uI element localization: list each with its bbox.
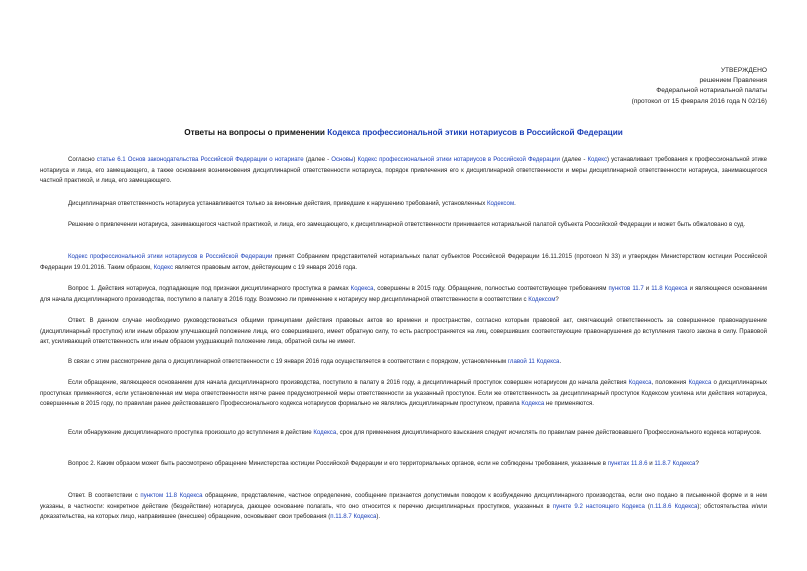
- approval-line-approved: УТВЕРЖДЕНО: [720, 67, 767, 74]
- text: является правовым актом, действующим с 19 января 2016 года.: [173, 263, 358, 271]
- text: Решение о привлечении нотариуса, занимающегося частной практикой, и лица, его замещающего, к дисциплинарной ответственности принимается нотариальной палатой субъекта Российской Федерации и может быть обжаловано в суд.: [68, 221, 746, 228]
- text: и: [647, 460, 655, 467]
- text: обращение, представление, частное определение, сообщение признается допустимым поводом к возбуждению дисциплинарного производства, если оно подано в письменной форме и в нем указаны, в частности: конкретное действие (бездействие) нотариуса, дающее основание полагать, что оно относится к перечню дисциплинарных проступков, указанных в: [40, 492, 767, 510]
- text: , совершены в 2015 году. Обращение, полностью соответствующее требованиям: [373, 285, 609, 292]
- text: ) устанавливает требования к профессиональной этике нотариуса и лица, его замещающего, а также основания возникновения дисциплинарной ответственности нотариуса, порядок привлечения его к дисциплинарной ответственности и меры дисциплинарной ответственности нотариуса, занимающегося частной практикой, и лица, его замещающего.: [40, 156, 767, 185]
- document-title: [40, 128, 767, 137]
- link-code[interactable]: Кодекса: [688, 379, 712, 386]
- text: о дисциплинарных проступках применяются, если установленная им мера ответственности мягче ранее предусмотренной меры ответственности за указанный проступок. Если же ответственность за дисциплинарный проступок Кодексом усилена или действия нотариуса, совершенные в 2015 году, по правилам ранее действовавшего Профессионального кодекса нотариусов формально не являлись дисциплинарным проступком, правила: [40, 379, 768, 408]
- text: , положения: [651, 379, 689, 386]
- link-point-11-8-6[interactable]: п.11.8.6 Кодекса: [649, 502, 698, 510]
- text: В связи с этим рассмотрение дела о дисциплинарной ответственности с 19 января 2016 года осуществляется в соответствии с порядком, установленным: [68, 358, 508, 365]
- text: ): [353, 156, 358, 163]
- link-code[interactable]: Кодексом: [486, 200, 515, 207]
- link-code-short[interactable]: Кодекс: [153, 263, 174, 271]
- link-point-11-8[interactable]: пунктом 11.8 Кодекса: [140, 492, 203, 499]
- text: ); обстоятельства и/или доказательства, на которых лицо, направившее (внесшее) обращение, основывает свои требования (: [40, 502, 767, 521]
- text: .: [559, 358, 562, 365]
- text: ?: [555, 295, 559, 303]
- paragraph-intro: [40, 155, 767, 187]
- link-code[interactable]: Кодекса: [350, 285, 374, 292]
- text: , срок для применения дисциплинарного взыскания следует исчислять по правилам ранее действовавшего Профессионального кодекса нотариусов.: [336, 429, 762, 436]
- title-prefix: Ответы на вопросы о применении: [184, 128, 328, 137]
- text: (: [644, 502, 650, 510]
- text: .: [514, 200, 516, 207]
- approval-block: [632, 66, 767, 107]
- title-code-link[interactable]: Кодекса профессиональной этики нотариусов в Российской Федерации: [327, 128, 623, 137]
- approval-line-decision: решением Правления: [699, 77, 767, 85]
- link-point-11-7[interactable]: пунктов 11.7: [608, 285, 644, 292]
- text: Вопрос 2. Каким образом может быть рассмотрено обращение Министерства юстиции Российской Федерации и его территориальных органов, если не соблюдены требования, указанные в: [68, 460, 608, 467]
- text: ?: [695, 460, 699, 467]
- text: ).: [376, 513, 381, 521]
- paragraph-chapter-11: [40, 357, 767, 368]
- text: принят Собранием представителей нотариальных палат субъектов Российской Федерации 16.11.2015 (протокол N 33) и утвержден Министерством юстиции Российской Федерации 19.01.2016. Таким образом,: [40, 253, 767, 271]
- link-code[interactable]: Кодексом: [528, 295, 556, 303]
- link-code[interactable]: Кодекс профессиональной этики нотариусов в Российской Федерации: [357, 156, 560, 163]
- text: (далее -: [303, 156, 332, 163]
- paragraph-answer-1: [40, 316, 767, 348]
- link-point-11-8[interactable]: 11.8 Кодекса: [651, 285, 688, 292]
- paragraph-question-1: [40, 284, 767, 305]
- text: и: [643, 285, 652, 292]
- text: Ответ. В данном случае необходимо руководствоваться общими принципами действия правовых актов во времени и пространстве, согласно которым правовой акт, смягчающий ответственность за совершенное правонарушение (дисциплинарный проступок) или иным образом улучшающий положение лица, его совершившего, имеет обратную силу, то есть распространяется на лиц, совершивших соответствующие правонарушения до вступления такого закона в силу. Правовой акт, усиливающий ответственность или иным образом ухудшающий положение лица, обратной силы не имеет.: [40, 317, 767, 346]
- link-point-9-2[interactable]: пункте 9.2 настоящего Кодекса: [552, 502, 645, 510]
- link-points-11-8-6[interactable]: пунктах 11.8.6: [607, 460, 648, 467]
- paragraph-liability: [40, 199, 767, 210]
- text: Ответ. В соответствии с: [68, 492, 141, 499]
- text: Если обнаружение дисциплинарного проступка произошло до вступления в действие: [68, 429, 314, 436]
- text: (далее -: [559, 156, 588, 163]
- link-osnovy[interactable]: Основы: [331, 156, 354, 163]
- text: Дисциплинарная ответственность нотариуса устанавливается только за виновные действия, приведшие к нарушению требований, установленных: [68, 200, 487, 207]
- link-point-11-8-7[interactable]: п.11.8.7 Кодекса: [330, 513, 377, 521]
- link-article-6-1[interactable]: статье 6.1 Основ законодательства Российской Федерации о нотариате: [96, 156, 304, 163]
- link-code[interactable]: Кодекса: [521, 400, 545, 408]
- link-code[interactable]: Кодекс профессиональной этики нотариусов в Российской Федерации: [68, 253, 273, 260]
- link-code[interactable]: Кодекса: [313, 429, 337, 436]
- text: Согласно: [68, 156, 97, 163]
- paragraph-question-2: [40, 459, 767, 470]
- approval-line-protocol: (протокол от 15 февраля 2016 года N 02/16): [631, 97, 767, 105]
- link-point-11-8-7[interactable]: 11.8.7 Кодекса: [654, 460, 696, 467]
- link-chapter-11[interactable]: главой 11 Кодекса: [507, 358, 560, 365]
- paragraph-code-adopted: [40, 252, 767, 273]
- paragraph-application: [40, 378, 767, 410]
- text: и являющееся основанием для начала дисциплинарного производства, поступило в палату в 2016 году. Возможно ли применение к нотариусу мер дисциплинарной ответственности в соответствии с: [40, 285, 767, 303]
- link-code-short[interactable]: Кодекс: [587, 156, 608, 163]
- text: Если обращение, являющееся основанием для начала дисциплинарного производства, поступило в палату в 2016 году, а дисциплинарный проступок совершен нотариусом до начала действия: [68, 379, 629, 386]
- approval-line-chamber: Федеральной нотариальной палаты: [656, 87, 767, 95]
- text: Вопрос 1. Действия нотариуса, подпадающие под признаки дисциплинарного проступка в рамках: [68, 285, 351, 292]
- paragraph-detection: [40, 428, 767, 439]
- link-code[interactable]: Кодекса: [628, 379, 652, 386]
- paragraph-answer-2: [40, 491, 767, 523]
- text: не применяются.: [544, 400, 594, 408]
- paragraph-decision: [40, 220, 767, 231]
